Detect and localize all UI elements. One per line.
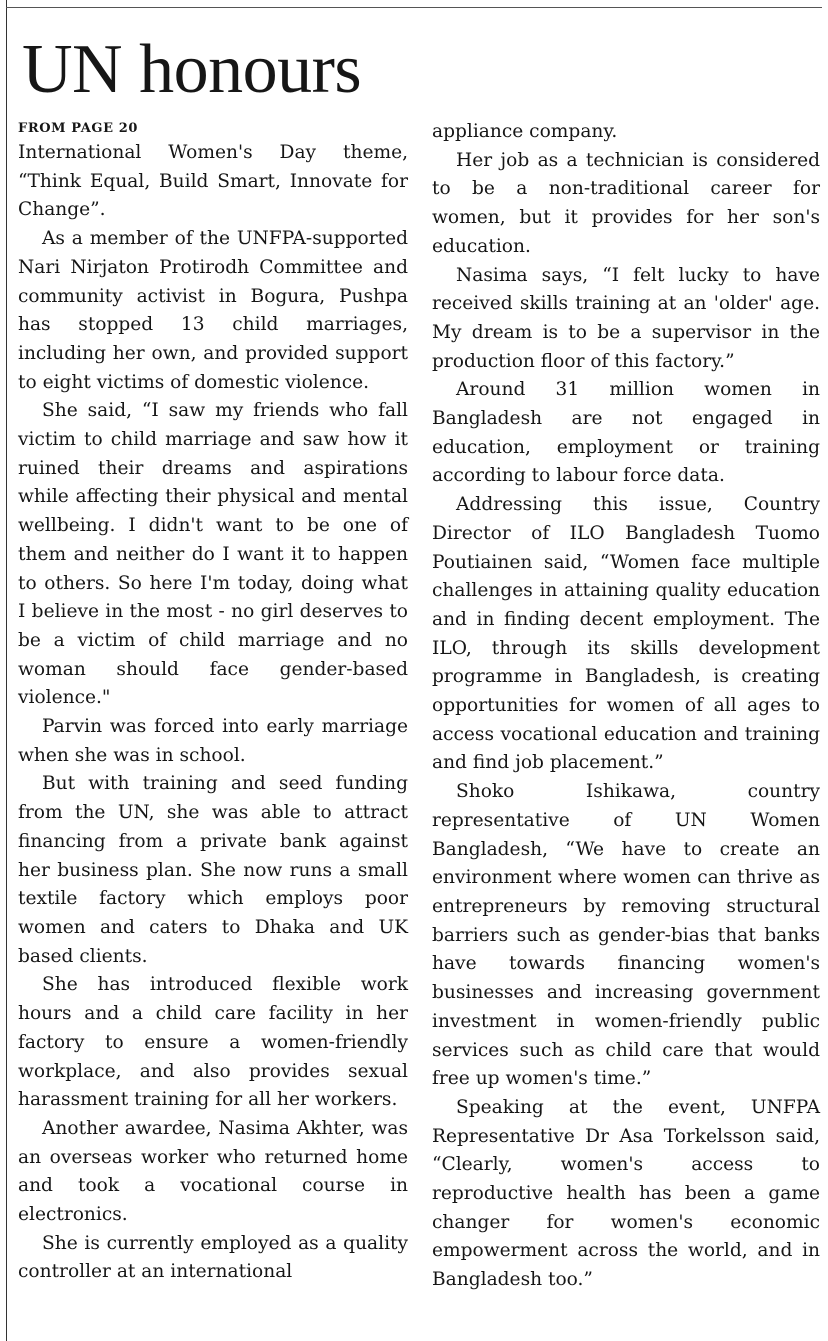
right-column: [432, 118, 820, 1295]
top-rule: [6, 7, 822, 8]
paragraph: International Women's Day theme, “Think Equal, Build Smart, Innovate for Change”.: [18, 142, 408, 221]
paragraph: Parvin was forced into early marriage when she was in school.: [18, 716, 408, 766]
paragraph: She has introduced flexible work hours and a child care facility in her factory to ensure a women-friendly workplace, and also provides sexual harassment training for all her workers.: [18, 974, 408, 1111]
paragraph: Shoko Ishikawa, country representative of UN Women Bangladesh, “We have to create an environment where women can thrive as entrepreneurs by removing structural barriers such as gender-bias that banks have towards financing women's businesses and increasing government investment in women-friendly public services such as child care that would free up women's time.”: [432, 781, 820, 1090]
paragraph: Speaking at the event, UNFPA Representative Dr Asa Torkelsson said, “Clearly, women's access to reproductive health has been a game changer for women's economic empowerment across the world, and in Bangladesh too.”: [432, 1096, 820, 1291]
paragraph: Her job as a technician is considered to be a non-traditional career for women, but it provides for her son's education.: [432, 149, 820, 257]
paragraph: She is currently employed as a quality controller at an international: [18, 1232, 408, 1283]
paragraph: Nasima says, “I felt lucky to have received skills training at an 'older' age. My dream is to be a supervisor in the production floor of this factory.”: [432, 264, 820, 372]
paragraph: Addressing this issue, Country Director of ILO Bangladesh Tuomo Poutiainen said, “Women face multiple challenges in attaining quality education and in finding decent employment. The ILO, through its skills development programme in Bangladesh, is creating opportunities for women of all ages to access vocational education and training and find job placement.”: [432, 494, 820, 774]
paragraph: She said, “I saw my friends who fall victim to child marriage and saw how it ruined their dreams and aspirations while affecting their physical and mental wellbeing. I didn't want to be one of them and neither do I want it to happen to others. So here I'm today, doing what I believe in the most - no girl deserves to be a victim of child marriage and no woman should face gender-based violence.": [18, 400, 408, 709]
paragraph: Another awardee, Nasima Akhter, was an overseas worker who returned home and took a vocational course in electronics.: [18, 1117, 408, 1226]
kicker-from-page: FROM PAGE 20: [18, 121, 139, 136]
paragraph: As a member of the UNFPA-supported Nari Nirjaton Protirodh Committee and community activist in Bogura, Pushpa has stopped 13 child marriages, including her own, and provided support to eight victims of domestic violence.: [18, 228, 408, 393]
headline: UN honours: [22, 31, 362, 108]
left-column: [18, 118, 408, 1287]
paragraph: Around 31 million women in Bangladesh are not engaged in education, employment or training according to labour force data.: [432, 379, 820, 487]
page-border-left: [6, 0, 7, 1341]
paragraph: appliance company.: [432, 121, 618, 142]
paragraph: But with training and seed funding from the UN, she was able to attract financing from a private bank against her business plan. She now runs a small textile factory which employs poor women and caters to Dhaka and UK based clients.: [18, 773, 408, 967]
